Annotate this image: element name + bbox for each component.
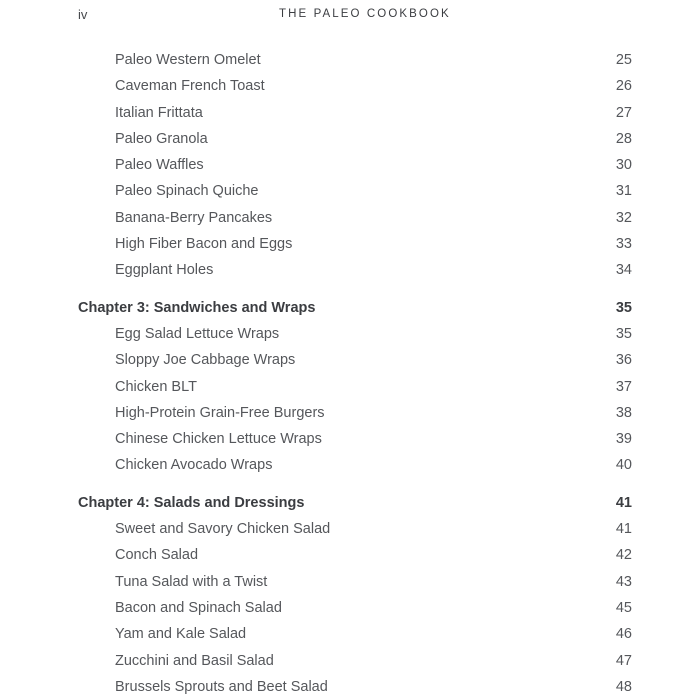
toc-entry[interactable] bbox=[78, 73, 632, 99]
entry-page: 28 bbox=[615, 130, 632, 147]
entry-title: Bacon and Spinach Salad bbox=[115, 599, 282, 616]
entry-page: 25 bbox=[615, 52, 632, 68]
entry-title: Chicken BLT bbox=[115, 378, 197, 395]
entry-page: 32 bbox=[615, 209, 632, 226]
entry-title: Zucchini and Basil Salad bbox=[115, 652, 274, 669]
entry-title: Egg Salad Lettuce Wraps bbox=[115, 325, 280, 342]
chapter-heading-label: Chapter 3: Sandwiches and Wraps bbox=[78, 299, 316, 316]
entry-page: 36 bbox=[615, 352, 632, 369]
toc-entry[interactable] bbox=[78, 374, 632, 400]
toc-entry[interactable] bbox=[78, 648, 632, 674]
toc-entry[interactable] bbox=[78, 178, 632, 204]
entry-title: Brussels Sprouts and Beet Salad bbox=[115, 678, 328, 695]
toc-entry[interactable] bbox=[78, 400, 632, 426]
chapter-heading-label: Chapter 4: Salads and Dressings bbox=[78, 494, 305, 511]
entry-title: High Fiber Bacon and Eggs bbox=[115, 236, 293, 253]
entry-title: Conch Salad bbox=[115, 547, 199, 564]
entry-title: High-Protein Grain-Free Burgers bbox=[115, 404, 325, 421]
toc-section bbox=[78, 490, 632, 700]
chapter-heading-page: 35 bbox=[615, 299, 632, 316]
entry-title: Chinese Chicken Lettuce Wraps bbox=[115, 431, 322, 448]
entry-title: Tuna Salad with a Twist bbox=[115, 573, 268, 590]
entry-title: Sweet and Savory Chicken Salad bbox=[115, 521, 331, 538]
entry-page: 42 bbox=[615, 547, 632, 564]
entry-title: Caveman French Toast bbox=[115, 78, 265, 95]
toc-entry[interactable] bbox=[78, 426, 632, 452]
toc-entry[interactable] bbox=[78, 595, 632, 621]
toc-entry[interactable] bbox=[78, 569, 632, 595]
entry-title: Yam and Kale Salad bbox=[115, 626, 247, 643]
entry-page: 40 bbox=[615, 457, 632, 474]
toc-entry[interactable] bbox=[78, 621, 632, 647]
toc-entry[interactable] bbox=[78, 205, 632, 231]
entry-title: Paleo Spinach Quiche bbox=[115, 183, 259, 200]
toc-chapter-heading[interactable] bbox=[78, 295, 632, 321]
entry-page: 41 bbox=[615, 521, 632, 538]
table-of-contents bbox=[78, 47, 632, 700]
toc-entry[interactable] bbox=[78, 126, 632, 152]
entry-title: Italian Frittata bbox=[115, 104, 203, 121]
toc-entry[interactable] bbox=[78, 47, 632, 73]
toc-section bbox=[78, 47, 632, 284]
toc-entry[interactable] bbox=[78, 152, 632, 178]
toc-entry[interactable] bbox=[78, 321, 632, 347]
toc-entry[interactable] bbox=[78, 516, 632, 542]
entry-page: 37 bbox=[615, 378, 632, 395]
entry-page: 43 bbox=[615, 573, 632, 590]
toc-entry[interactable] bbox=[78, 257, 632, 283]
toc-entry[interactable] bbox=[78, 231, 632, 257]
entry-page: 35 bbox=[615, 325, 632, 342]
toc-chapter-heading[interactable] bbox=[78, 490, 632, 516]
entry-title: Paleo Western Omelet bbox=[115, 52, 261, 68]
entry-page: 30 bbox=[615, 157, 632, 174]
entry-title: Chicken Avocado Wraps bbox=[115, 457, 273, 474]
chapter-heading-page: 41 bbox=[615, 494, 632, 511]
page-header bbox=[78, 6, 632, 22]
entry-title: Paleo Waffles bbox=[115, 157, 204, 174]
entry-page: 46 bbox=[615, 626, 632, 643]
entry-title: Eggplant Holes bbox=[115, 262, 214, 279]
toc-entry[interactable] bbox=[78, 347, 632, 373]
entry-page: 34 bbox=[615, 262, 632, 279]
entry-page: 33 bbox=[615, 236, 632, 253]
toc-entry[interactable] bbox=[78, 674, 632, 700]
entry-page: 45 bbox=[615, 599, 632, 616]
entry-page: 38 bbox=[615, 404, 632, 421]
toc-entry[interactable] bbox=[78, 452, 632, 478]
toc-entry[interactable] bbox=[78, 100, 632, 126]
entry-page: 26 bbox=[615, 78, 632, 95]
entry-title: Paleo Granola bbox=[115, 130, 208, 147]
toc-section bbox=[78, 295, 632, 479]
entry-page: 48 bbox=[615, 678, 632, 695]
entry-page: 27 bbox=[615, 104, 632, 121]
entry-page: 39 bbox=[615, 431, 632, 448]
toc-entry[interactable] bbox=[78, 542, 632, 568]
entry-title: Sloppy Joe Cabbage Wraps bbox=[115, 352, 296, 369]
running-head-title: THE PALEO COOKBOOK bbox=[279, 8, 451, 20]
entry-title: Banana-Berry Pancakes bbox=[115, 209, 273, 226]
entry-page: 47 bbox=[615, 652, 632, 669]
entry-page: 31 bbox=[615, 183, 632, 200]
folio-page-number: iv bbox=[78, 7, 88, 22]
